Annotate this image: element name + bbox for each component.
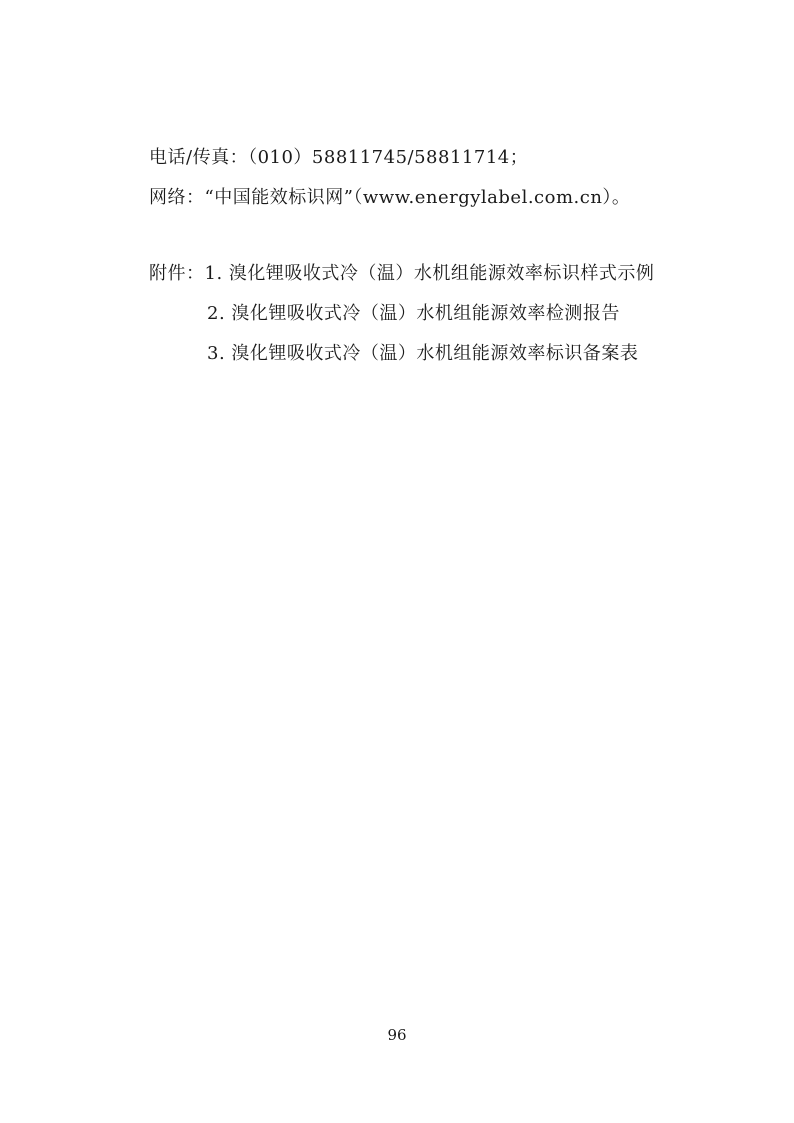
attachments-label: 附件： xyxy=(149,263,205,284)
website-line: 网络：“中国能效标识网”（www.energylabel.com.cn）。 xyxy=(149,187,631,208)
attachment-item-1-text: 1. 溴化锂吸收式冷（温）水机组能源效率标识样式示例 xyxy=(204,263,655,284)
attachment-item-2: 2. 溴化锂吸收式冷（温）水机组能源效率检测报告 xyxy=(207,303,620,324)
page-number: 96 xyxy=(387,1026,407,1044)
attachment-item-1 xyxy=(149,262,654,286)
phone-fax-line: 电话/传真：（010）58811745/58811714； xyxy=(149,147,529,168)
attachment-item-3: 3. 溴化锂吸收式冷（温）水机组能源效率标识备案表 xyxy=(207,343,639,364)
